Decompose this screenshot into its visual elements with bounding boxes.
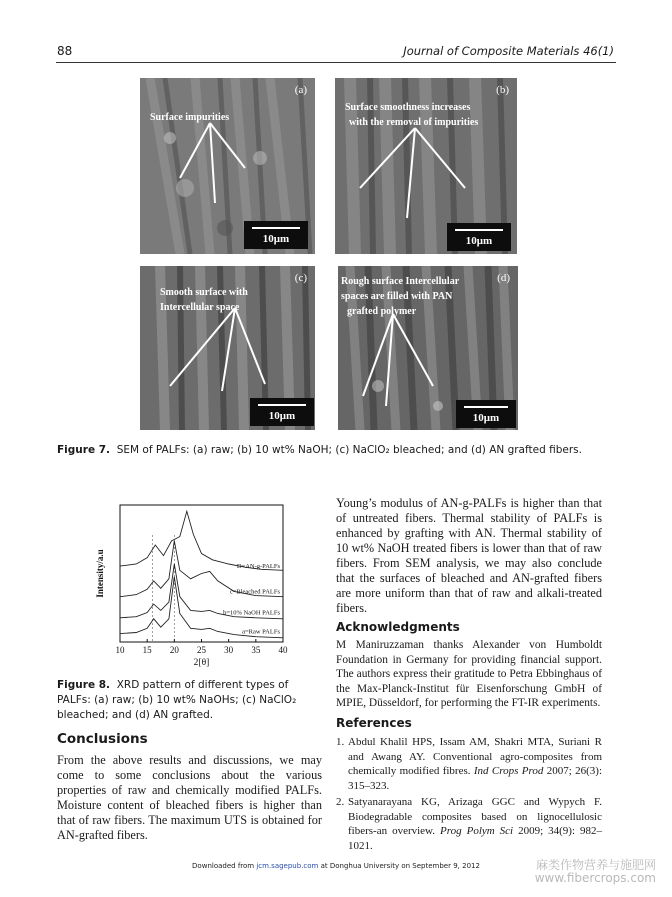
journal-link[interactable]: jcm.sagepub.com [256, 862, 319, 870]
header-rule [56, 62, 616, 63]
xrd-chart-svg [93, 497, 318, 672]
scale-bar-c: 10μm [250, 398, 314, 426]
panel-letter-c: (c) [294, 272, 307, 284]
watermark: 麻类作物营养与施肥网 www.fibercrops.com [534, 858, 656, 885]
sem-panel-a [140, 78, 315, 254]
sem-annotation-c: Smooth surface with Intercellular space [160, 287, 248, 313]
panel-letter-d: (d) [497, 272, 510, 284]
x-tick-label: 10 [115, 645, 125, 655]
journal-title: Journal of Composite Materials 46(1) [403, 44, 614, 58]
conclusions-text-right: Young’s modulus of AN-g-PALFs is higher than that of untreated fibers. Thermal stability of PALFs is enhanced by grafting with AN. Thermal stability of 10 wt% NaOH treated fibers is lower than that of raw fibers. From SEM analysis, we may also conclude that the surfaces of bleached and AN-grafted fibers are more uniform than that of raw and alkali-treated fibers. [336, 496, 602, 615]
x-tick-label: 25 [197, 645, 206, 655]
sem-panel-d [338, 266, 518, 430]
figure8-caption: Figure 8. XRD pattern of different types of PALFs: (a) raw; (b) 10 wt% NaOHs; (c) NaClO₂ bleached; and (d) AN grafted. [57, 679, 297, 721]
page-number: 88 [57, 44, 73, 58]
download-footer: Downloaded from jcm.sagepub.com at Donghua University on September 9, 2012 [192, 862, 480, 870]
sem-annotation-d: Rough surface Intercellular spaces are filled with PAN grafted polymer [341, 276, 460, 317]
x-axis-label: 2[θ] [193, 658, 210, 668]
series-label: a=Raw PALFs [242, 628, 280, 636]
y-axis-label: Intensity/a.u [95, 549, 105, 598]
reference-item: 1. Abdul Khalil HPS, Issam AM, Shakri MTA, Suriani R and Awang AY. Conventional agro-composites from chemically modified fibres. Ind Crops Prod 2007; 26(3): 315–323. [336, 736, 603, 792]
x-tick-label: 20 [169, 645, 179, 655]
scale-bar-d: 10μm [456, 400, 516, 428]
series-line [120, 511, 283, 570]
acknowledgments-text: M Maniruzzaman thanks Alexander von Humboldt Foundation in Germany for providing financial support. The authors express their gratitude to Petra Ebbinghaus of the Max-Planck-Institut für Eisenforschung GmbH of MPIE, Düsseldorf, for performing the FT-IR experiments. [336, 639, 602, 709]
xrd-chart [93, 497, 318, 672]
scale-bar-b: 10μm [447, 223, 511, 251]
series-label: c=Bleached PALFs [229, 588, 280, 596]
sem-annotation-b: Surface smoothness increases with the removal of impurities [345, 102, 479, 128]
sem-panel-c [140, 266, 315, 430]
x-tick-label: 15 [142, 645, 152, 655]
conclusions-heading: Conclusions [57, 731, 148, 747]
x-tick-label: 40 [278, 645, 288, 655]
panel-letter-a: (a) [294, 84, 307, 96]
scale-bar-a: 10μm [244, 221, 308, 249]
acknowledgments-heading: Acknowledgments [336, 620, 460, 634]
series-label: b=10% NaOH PALFs [223, 609, 280, 617]
x-tick-label: 35 [251, 645, 261, 655]
series-label: D=AN-g-PALFs [236, 563, 280, 571]
references-heading: References [336, 716, 412, 730]
x-tick-label: 30 [224, 645, 234, 655]
references-list [336, 735, 602, 853]
reference-item: 2. Satyanarayana KG, Arizaga GGC and Wypych F. Biodegradable composites based on lignocellulosic fibers-an overview. Prog Polym Sci 2009; 34(9): 982–1021. [336, 796, 603, 852]
sem-panel-b [335, 78, 517, 254]
sem-annotation-a: Surface impurities [150, 112, 230, 123]
conclusions-text-left: From the above results and discussions, we may come to some conclusions about the various properties of raw and chemically modified PALFs. Moisture content of bleached fibers is higher than that of raw fibers. The maximum UTS is obtained for AN-grafted fibers. [57, 753, 322, 842]
figure7-caption: Figure 7. SEM of PALFs: (a) raw; (b) 10 wt% NaOH; (c) NaClO₂ bleached; and (d) AN grafted fibers. [57, 444, 582, 456]
panel-letter-b: (b) [496, 84, 509, 96]
